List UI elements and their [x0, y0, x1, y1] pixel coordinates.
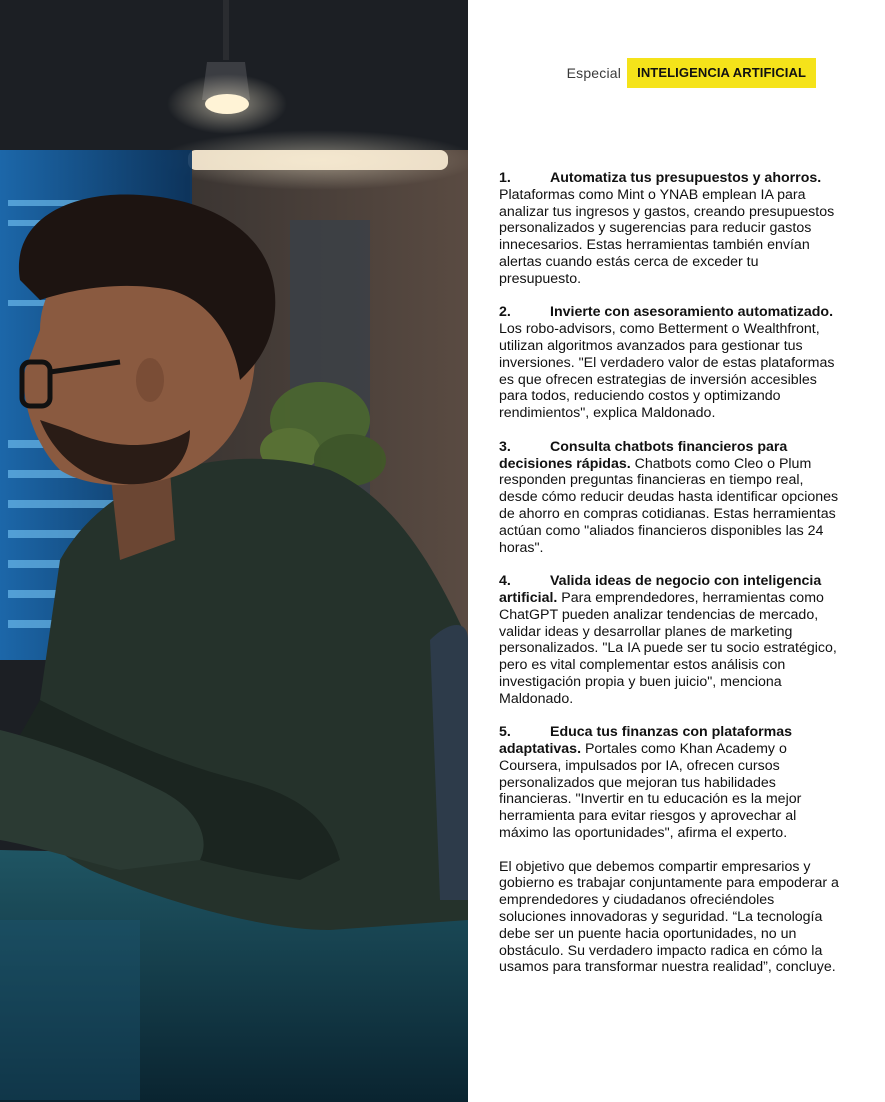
item-lead: Automatiza tus presupuestos y ahorros.: [550, 170, 822, 186]
item-body: Los robo-advisors, como Betterment o Wealthfront, utilizan algoritmos avanzados para gestionar tus inversiones. "El verdadero valor de estas plataformas es que ofrecen estrategias de inversión accesibles para todos, reduciendo costos y optimizando rendimientos", explica Maldonado.: [499, 321, 835, 422]
item-body: Chatbots como Cleo o Plum responden preguntas financieras en tiempo real, desde cómo reducir deudas hasta identificar opciones de ahorro en compras cotidianas. Estas herramientas actúan como "aliados financieros disponibles las 24 horas".: [499, 455, 839, 556]
closing-paragraph: El objetivo que debemos compartir empresarios y gobierno es trabajar conjuntamente para empoderar a emprendedores y ciudadanos ofreciéndoles soluciones innovadoras y seguridad. “La tecnología debe ser un puente hacia oportunidades, no un obstáculo. Su verdadero impacto radica en cómo la usamos para transformar nuestra realidad”, concluye.: [499, 858, 839, 976]
item-number: 5.: [499, 724, 511, 741]
item-lead: Invierte con asesoramiento automatizado.: [550, 304, 834, 321]
article-body: [499, 170, 839, 993]
item-body: Plataformas como Mint o YNAB emplean IA para analizar tus ingresos y gastos, creando presupuestos personalizados y sugerencias para reducir gastos innecesarios. Estas herramientas también envían alertas cuando estás cerca de exceder tu presupuesto.: [499, 186, 835, 287]
item-number: 3.: [499, 438, 511, 455]
list-item: [499, 573, 839, 707]
item-lead: Consulta chatbots financieros para decisiones rápidas.: [499, 438, 788, 472]
list-item: [499, 170, 839, 288]
item-body: Portales como Khan Academy o Coursera, impulsados por IA, ofrecen cursos personalizados que mejoran tus habilidades financieras. "Invertir en tu educación es la mejor herramienta para evitar riesgos y aprovechar al máximo las oportunidades", afirma el experto.: [499, 741, 802, 842]
list-item: [499, 439, 839, 557]
item-lead: Educa tus finanzas con plataformas adaptativas.: [499, 724, 793, 758]
item-number: 4.: [499, 573, 511, 590]
list-item: [499, 724, 839, 842]
item-number: 1.: [499, 170, 511, 186]
list-item: [499, 304, 839, 422]
item-number: 2.: [499, 304, 511, 321]
section-header: [567, 58, 816, 88]
item-lead: Valida ideas de negocio con inteligencia artificial.: [499, 573, 822, 606]
section-tag: INTELIGENCIA ARTIFICIAL: [627, 58, 816, 88]
item-body: Para emprendedores, herramientas como ChatGPT pueden analizar tendencias de mercado, validar ideas y desarrollar planes de marketing personalizados. "La IA puede ser tu socio estratégico, pero es vital complementar estos análisis con investigación propia y buen juicio", menciona Maldonado.: [499, 589, 837, 707]
section-label: Especial: [566, 65, 622, 81]
